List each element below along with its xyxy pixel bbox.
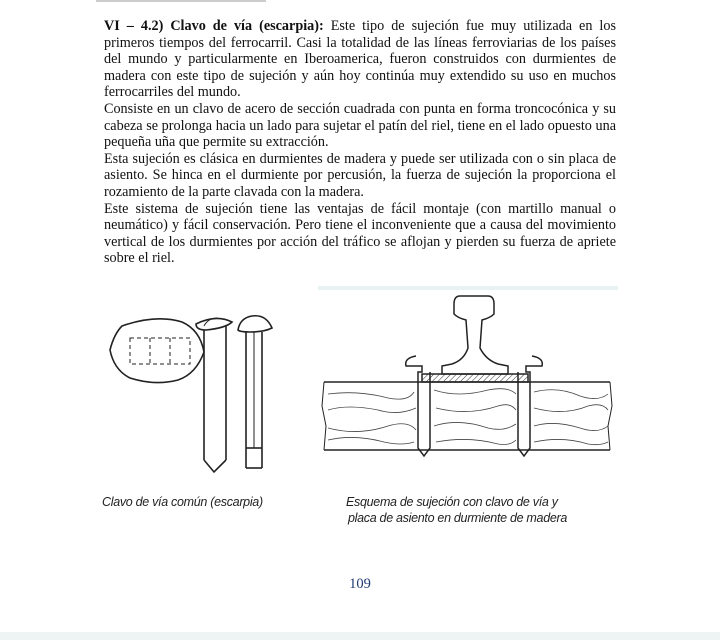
fastening-scheme-figure [318,286,618,476]
header-rule [96,0,266,2]
paragraph-1 [104,18,616,101]
paragraph-1-text: Este tipo de sujeción fue muy utilizada en los primeros tiempos del ferrocarril. Casi la totalidad de las líneas ferroviarias de los países del mundo y particularmente en Iberoamerica, fueron construidos con durmientes de madera con este tipo de sujeción y aún hoy continúa muy extendido su uso en muchos ferrocarriles del mundo. [104,18,616,101]
left-figure-caption: Clavo de vía común (escarpia) [102,495,263,509]
paragraph-4: Este sistema de sujeción tiene las ventajas de fácil montaje (con martillo manual o neumático) y fácil conservación. Pero tiene el inconveniente que a causa del movimiento vertical de los durmientes por acción del tráfico se aflojan y pierden su fuerza de apriete sobre el riel. [104,200,616,267]
left-spike [406,356,430,456]
paragraph-2: Consiste en un clavo de acero de sección cuadrada con punta en forma troncocónica y su cabeza se prolonga hacia un lado para sujetar el patín del riel, tiene en el lado opuesto una pequeña uña que permite su extracción. [104,100,616,151]
tie-plate [422,374,528,382]
right-figure-caption-line-1: Esquema de sujeción con clavo de vía y [346,495,558,509]
bottom-band [0,632,720,640]
section-text [104,18,616,267]
right-figure-caption-line-2: placa de asiento en durmiente de madera [348,511,568,525]
paragraph-3: Esta sujeción es clásica en durmientes de madera y puede ser utilizada con o sin placa de asiento. Se hinca en el durmiente por percusión, la fuerza de sujeción la proporciona el rozamiento de la parte clavada con la madera. [104,150,616,200]
section-heading: VI – 4.2) Clavo de vía (escarpia): [104,18,324,34]
page-number: 109 [349,576,371,592]
spike-figure [100,300,300,480]
spike-side-view-2 [238,316,272,468]
rail-profile [442,296,508,374]
